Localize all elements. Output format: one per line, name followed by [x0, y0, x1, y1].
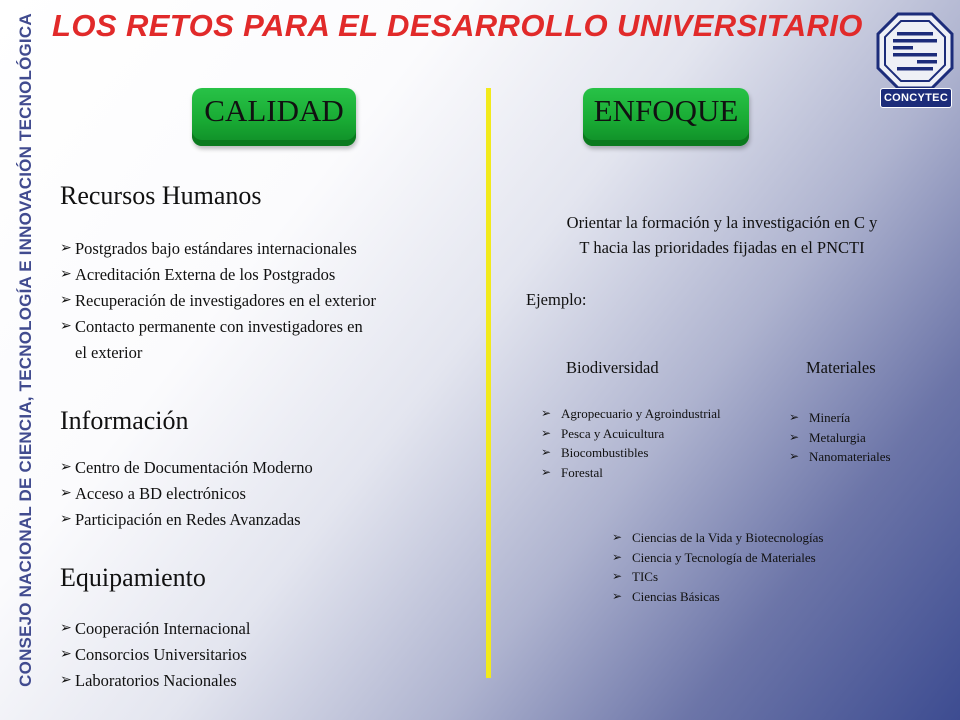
calidad-tag-label: CALIDAD [204, 93, 344, 128]
list-item: ➢ Centro de Documentación Moderno [60, 455, 313, 481]
recursos-humanos-list [60, 236, 376, 366]
enfoque-tag-label: ENFOQUE [593, 93, 739, 128]
biodiversidad-label: Biodiversidad [566, 358, 659, 377]
enfoque-paragraph-line: T hacia las prioridades fijadas en el PNCTI [579, 238, 865, 257]
arrow-bullet-icon: ➢ [60, 460, 72, 475]
list-item: ➢ Laboratorios Nacionales [60, 668, 250, 694]
list-item: ➢ Acceso a BD electrónicos [60, 481, 313, 507]
list-item: ➢ Acreditación Externa de los Postgrados [60, 262, 376, 288]
page-title: LOS RETOS PARA EL DESARROLLO UNIVERSITARIO [52, 8, 863, 43]
arrow-bullet-icon: ➢ [612, 549, 623, 564]
arrow-bullet-icon: ➢ [789, 429, 800, 444]
vertical-divider [486, 88, 491, 678]
list-item: ➢ Contacto permanente con investigadores en [60, 314, 376, 340]
list-item: ➢ Ciencia y Tecnología de Materiales [612, 548, 823, 568]
list-item: ➢ Cooperación Internacional [60, 616, 250, 642]
arrow-bullet-icon: ➢ [541, 445, 552, 459]
arrow-bullet-icon: ➢ [60, 293, 72, 308]
informacion-heading: Información [60, 406, 189, 435]
list-item: ➢ Consorcios Universitarios [60, 642, 250, 668]
recursos-humanos-heading: Recursos Humanos [60, 181, 262, 210]
arrow-bullet-icon: ➢ [60, 673, 72, 688]
materiales-label: Materiales [806, 358, 876, 377]
side-organization-text: CONSEJO NACIONAL DE CIENCIA, TECNOLOGÍA E INNOVACIÓN TECNOLÓGICA [16, 13, 35, 687]
enfoque-paragraph-line: Orientar la formación y la investigación en C y [566, 213, 878, 232]
equipamiento-heading: Equipamiento [60, 563, 206, 592]
arrow-bullet-icon: ➢ [60, 267, 72, 282]
areas-list [612, 528, 823, 606]
list-item-continuation: el exterior [75, 343, 143, 362]
arrow-bullet-icon: ➢ [612, 569, 623, 583]
calidad-tag [192, 88, 356, 146]
enfoque-paragraph [502, 210, 942, 260]
materiales-list [789, 408, 891, 467]
arrow-bullet-icon: ➢ [789, 449, 800, 463]
list-item: ➢ Recuperación de investigadores en el exterior [60, 288, 376, 314]
ejemplo-label: Ejemplo: [526, 290, 587, 309]
arrow-bullet-icon: ➢ [541, 464, 552, 479]
arrow-bullet-icon: ➢ [541, 425, 552, 440]
arrow-bullet-icon: ➢ [60, 319, 72, 334]
arrow-bullet-icon: ➢ [612, 530, 623, 544]
enfoque-tag [583, 88, 749, 146]
list-item: ➢ Forestal [541, 463, 721, 483]
arrow-bullet-icon: ➢ [612, 588, 623, 603]
arrow-bullet-icon: ➢ [60, 621, 72, 636]
list-item: ➢ Participación en Redes Avanzadas [60, 507, 313, 533]
biodiversidad-list [541, 404, 721, 482]
list-item: ➢ TICs [612, 567, 823, 587]
list-item: ➢ Nanomateriales [789, 447, 891, 467]
arrow-bullet-icon: ➢ [60, 486, 72, 501]
list-item: ➢ Ciencias de la Vida y Biotecnologías [612, 528, 823, 548]
arrow-bullet-icon: ➢ [60, 647, 72, 662]
informacion-list [60, 455, 313, 533]
equipamiento-list [60, 616, 250, 694]
list-item: ➢ Biocombustibles [541, 443, 721, 463]
list-item: ➢ Pesca y Acuicultura [541, 424, 721, 444]
list-item: ➢ Minería [789, 408, 891, 428]
list-item: ➢ Metalurgia [789, 428, 891, 448]
list-item: ➢ Postgrados bajo estándares internacionales [60, 236, 376, 262]
arrow-bullet-icon: ➢ [60, 241, 72, 256]
arrow-bullet-icon: ➢ [789, 410, 800, 424]
concytec-logo [876, 12, 954, 106]
logo-emblem-icon [876, 12, 954, 90]
arrow-bullet-icon: ➢ [541, 406, 552, 420]
list-item: ➢ Agropecuario y Agroindustrial [541, 404, 721, 424]
arrow-bullet-icon: ➢ [60, 512, 72, 527]
logo-label: CONCYTEC [880, 88, 952, 108]
list-item: ➢ Ciencias Básicas [612, 587, 823, 607]
